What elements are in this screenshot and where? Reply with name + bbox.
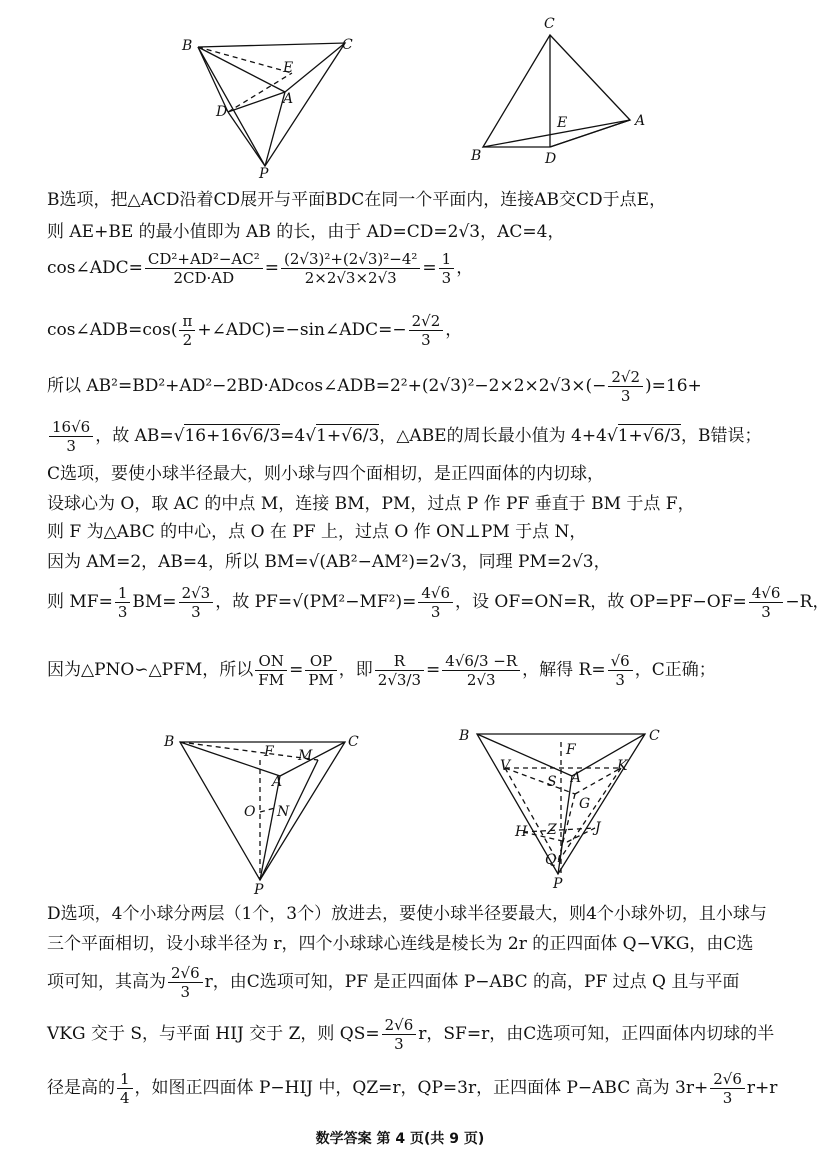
fig2-label-E: E (557, 115, 568, 131)
fraction-denominator: 2CD·AD (173, 269, 235, 287)
para-d-option-5 (47, 1070, 778, 1107)
fig2-label-A: A (635, 113, 646, 129)
fig1-label-E: E (283, 60, 294, 76)
text-segment: ，即 (338, 660, 373, 680)
sqrt-expression: 16+16√6/3 (184, 426, 281, 446)
text-segment: 项可知，其高为 (47, 972, 166, 992)
para-c-option-5 (47, 584, 829, 621)
text-segment: 所以 AB²=BD²+AD²−2BD·ADcos∠ADB=2²+(2√3)²−2×2×2√3×(− (47, 376, 607, 396)
fraction-denominator: 3 (180, 983, 191, 1001)
figure-insphere (160, 730, 370, 898)
fraction-denominator: 3 (615, 671, 625, 689)
para-c-option-1: C选项，要使小球半径最大，则小球与四个面相切，是正四面体的内切球， (47, 464, 605, 484)
text-segment: +∠ADC)=−sin∠ADC=− (197, 320, 407, 340)
fig3-label-P: P (254, 882, 264, 898)
sqrt-expression: 1+√6/3 (316, 426, 380, 446)
fraction-denominator: 3 (620, 387, 631, 405)
fraction-numerator: 2√6 (710, 1070, 745, 1089)
text-segment: 则 MF= (47, 592, 113, 612)
fig4-label-C: C (649, 728, 660, 744)
text-segment: ， (456, 258, 474, 278)
fraction-numerator: CD²+AD²−AC² (145, 250, 263, 269)
para-b-option-1: B选项，把△ACD沿着CD展开与平面BDC在同一个平面内，连接AB交CD于点E， (47, 190, 667, 210)
fraction-denominator: PM (308, 671, 334, 689)
figure-tetra-unfold (180, 30, 370, 180)
text-segment: ， (445, 320, 463, 340)
fraction (305, 652, 336, 689)
fig3-label-O: O (244, 804, 256, 820)
fig4-label-J: J (595, 820, 601, 836)
fraction (608, 368, 643, 405)
fig4-label-Q: Q (545, 852, 557, 868)
fig2-label-B: B (471, 148, 482, 164)
fraction (418, 584, 453, 621)
figure-unfolded-plane (465, 15, 665, 165)
fraction (281, 250, 420, 287)
text-segment: ，如图正四面体 P−HIJ 中，QZ=r，QP=3r，正四面体 P−ABC 高为 3r+ (134, 1078, 709, 1098)
fraction-denominator: 3 (441, 269, 452, 287)
fig3-label-N: N (277, 804, 290, 820)
text-segment: cos∠ADB=cos( (47, 320, 178, 340)
fraction (145, 250, 263, 287)
fraction-numerator: 1 (115, 584, 131, 603)
fraction-numerator: ON (255, 652, 287, 671)
text-segment: ，设 OF=ON=R，故 OP=PF−OF= (455, 592, 747, 612)
fraction-denominator: FM (258, 671, 285, 689)
fraction (439, 250, 455, 287)
fig3-label-M: M (298, 748, 313, 764)
para-d-option-2: 三个平面相切，设小球半径为 r，四个小球球心连线是棱长为 2r 的正四面体 Q−VKG，由C选 (47, 934, 754, 954)
figure-four-spheres (455, 724, 675, 894)
text-segment: = (289, 660, 304, 680)
text-segment: ，故 PF=√(PM²−MF²)= (215, 592, 417, 612)
fraction (409, 312, 444, 349)
fig3-label-F: F (264, 744, 274, 760)
fraction (608, 652, 633, 689)
fig3-label-A: A (272, 774, 283, 790)
fig4-label-P: P (553, 876, 563, 892)
fraction-denominator: 4 (120, 1089, 130, 1107)
fraction-denominator: 3 (421, 331, 431, 349)
fraction-numerator: OP (305, 652, 336, 671)
fraction-numerator: π (179, 312, 195, 331)
fig1-label-C: C (342, 37, 353, 53)
fraction-numerator: 2√2 (608, 368, 643, 387)
para-cos-adc: cos∠ADC= $\frac{\text{CD²+AD²−AC²}}{2CD\cdot AD}$ = $\frac{\text{(2√3)²+(2√3)²−4²}}{2\times 2√3\times 2√3}$ = $\frac{1}{3}$ ， (47, 250, 474, 287)
text-segment: = (426, 660, 441, 680)
fig1-label-P: P (259, 166, 269, 182)
fraction (179, 584, 214, 621)
fig4-label-F: F (566, 742, 576, 758)
text-segment: r，SF=r，由C选项可知，正四面体内切球的半 (418, 1024, 775, 1044)
fraction (115, 584, 131, 621)
fig3-label-C: C (348, 734, 359, 750)
para-d-option-4 (47, 1016, 775, 1053)
fraction-numerator: 4√6 (749, 584, 784, 603)
para-ab-squared (47, 368, 767, 405)
fig4-label-K: K (617, 758, 628, 774)
text-segment: VKG 交于 S，与平面 HIJ 交于 Z，则 QS= (47, 1024, 380, 1044)
fraction (255, 652, 287, 689)
fraction (710, 1070, 745, 1107)
para-c-option-6 (47, 652, 767, 689)
fig2-label-C: C (544, 16, 555, 32)
text-segment: 径是高的 (47, 1078, 115, 1098)
text-segment: r+r (746, 1078, 778, 1098)
fraction (117, 1070, 133, 1107)
fraction-numerator: 2√6 (168, 964, 203, 983)
page-footer: 数学答案 第 4 页(共 9 页) (315, 1131, 485, 1147)
fraction-denominator: 3 (117, 603, 128, 621)
fraction (375, 652, 424, 689)
fraction-numerator: 2√3 (179, 584, 214, 603)
fig1-label-B: B (182, 38, 193, 54)
sqrt-expression: 1+√6/3 (617, 426, 681, 446)
fraction-numerator: R (375, 652, 424, 671)
fig4-label-Z: Z (547, 822, 557, 838)
fraction (749, 584, 784, 621)
para-cos-adb (47, 312, 767, 349)
para-c-option-4: 因为 AM=2，AB=4，所以 BM=√(AB²−AM²)=2√3，同理 PM=2√3， (47, 552, 611, 572)
text-segment: )=16+ (645, 376, 702, 396)
para-ab-value: $\frac{16√6}{3}$ ，故 AB=√16+16√6/3=4√1+√6/3，△ABE的周长最小值为 4+4√1+√6/3，B错误； (47, 418, 767, 455)
text-segment: ，C正确； (634, 660, 716, 680)
fig2-label-D: D (545, 151, 557, 167)
fraction-denominator: 3 (66, 437, 76, 455)
text-segment: ，△ABE的周长最小值为 4+4 (379, 426, 607, 446)
fraction-denominator: 3 (394, 1035, 404, 1053)
fraction-numerator: 2√2 (409, 312, 444, 331)
text-segment: BM= (132, 592, 177, 612)
fig1-label-A: A (283, 91, 294, 107)
fraction-denominator: 3 (430, 603, 441, 621)
text-segment: ，故 AB= (95, 426, 174, 446)
fraction-denominator: 2√3 (466, 671, 496, 689)
fig4-label-S: S (547, 774, 557, 790)
text-segment: r，由C选项可知，PF 是正四面体 P−ABC 的高，PF 过点 Q 且与平面 (204, 972, 740, 992)
para-b-option-2: 则 AE+BE 的最小值即为 AB 的长，由于 AD=CD=2√3，AC=4， (47, 222, 565, 242)
fig3-label-B: B (164, 734, 175, 750)
fig4-label-B: B (459, 728, 470, 744)
para-d-option-1: D选项，4个小球分两层（1个，3个）放进去，要使小球半径要最大，则4个小球外切，且小球与 (47, 904, 767, 924)
para-c-option-2: 设球心为 O，取 AC 的中点 M，连接 BM，PM，过点 P 作 PF 垂直于 BM 于点 F， (47, 494, 695, 514)
fraction (168, 964, 203, 1001)
fraction-numerator: 4√6/3 −R (442, 652, 520, 671)
text-segment: −R， (785, 592, 829, 612)
text-segment: =4 (280, 426, 306, 446)
fig4-label-A: A (571, 770, 582, 786)
fig4-label-G: G (579, 796, 591, 812)
fraction-numerator: 1 (117, 1070, 133, 1089)
fraction-denominator: 2√3/3 (377, 671, 422, 689)
text-segment: 因为△PNO∽△PFM，所以 (47, 660, 254, 680)
fraction-numerator: √6 (608, 652, 633, 671)
fraction (382, 1016, 417, 1053)
fraction-numerator: (2√3)²+(2√3)²−4² (281, 250, 420, 269)
fraction-numerator: 2√6 (382, 1016, 417, 1035)
text-segment: ，解得 R= (522, 660, 606, 680)
fraction-denominator: 2 (182, 331, 193, 349)
fraction (442, 652, 520, 689)
fig4-label-H: H (515, 824, 528, 840)
fraction-denominator: 3 (191, 603, 201, 621)
fraction (49, 418, 93, 455)
fig1-label-D: D (216, 104, 228, 120)
fig4-label-V: V (500, 758, 511, 774)
fraction-denominator: 3 (761, 603, 771, 621)
para-d-option-3 (47, 964, 767, 1001)
fraction-numerator: 4√6 (418, 584, 453, 603)
fraction-numerator: 1 (439, 250, 455, 269)
fraction-denominator: 2×2√3×2√3 (304, 269, 397, 287)
fraction-denominator: 3 (722, 1089, 733, 1107)
fraction-numerator: 16√6 (49, 418, 93, 437)
para-c-option-3: 则 F 为△ABC 的中心，点 O 在 PF 上，过点 O 作 ON⊥PM 于点 N， (47, 522, 587, 542)
text-segment: cos∠ADC= (47, 258, 143, 278)
fraction (179, 312, 195, 349)
text-segment: ，B错误； (681, 426, 762, 446)
